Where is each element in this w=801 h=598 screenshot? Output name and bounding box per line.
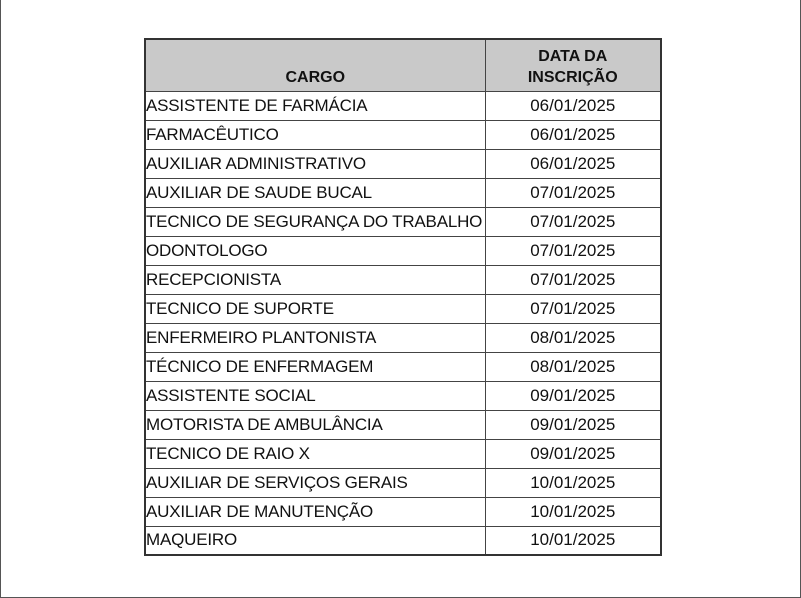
header-data-inscricao xyxy=(485,39,661,91)
table-row xyxy=(145,381,661,410)
table-row xyxy=(145,149,661,178)
cargo-cell: AUXILIAR DE SAUDE BUCAL xyxy=(145,178,485,207)
table-row xyxy=(145,410,661,439)
cargo-cell: ASSISTENTE SOCIAL xyxy=(145,381,485,410)
registration-date-cell: 09/01/2025 xyxy=(485,410,661,439)
header-cargo xyxy=(145,39,485,91)
registration-date-cell: 10/01/2025 xyxy=(485,468,661,497)
registration-date-cell: 07/01/2025 xyxy=(485,236,661,265)
table-row xyxy=(145,323,661,352)
table-row xyxy=(145,294,661,323)
table-row xyxy=(145,207,661,236)
registration-date-cell: 07/01/2025 xyxy=(485,178,661,207)
cargo-cell: TECNICO DE SUPORTE xyxy=(145,294,485,323)
table-row xyxy=(145,439,661,468)
registration-date-cell: 07/01/2025 xyxy=(485,294,661,323)
registration-date-cell: 10/01/2025 xyxy=(485,497,661,526)
registration-date-cell: 08/01/2025 xyxy=(485,352,661,381)
cargo-cell: MOTORISTA DE AMBULÂNCIA xyxy=(145,410,485,439)
cargo-cell: RECEPCIONISTA xyxy=(145,265,485,294)
table-row xyxy=(145,178,661,207)
cargo-cell: ASSISTENTE DE FARMÁCIA xyxy=(145,91,485,120)
table-row xyxy=(145,236,661,265)
table-row xyxy=(145,468,661,497)
registration-date-cell: 07/01/2025 xyxy=(485,207,661,236)
cargo-cell: TECNICO DE SEGURANÇA DO TRABALHO xyxy=(145,207,485,236)
cargo-cell: TÉCNICO DE ENFERMAGEM xyxy=(145,352,485,381)
registration-date-cell: 10/01/2025 xyxy=(485,526,661,555)
cargo-cell: AUXILIAR DE MANUTENÇÃO xyxy=(145,497,485,526)
table-body xyxy=(145,91,661,555)
table-row xyxy=(145,91,661,120)
cargo-cell: ENFERMEIRO PLANTONISTA xyxy=(145,323,485,352)
cargo-cell: AUXILIAR ADMINISTRATIVO xyxy=(145,149,485,178)
registration-date-cell: 09/01/2025 xyxy=(485,439,661,468)
table-row xyxy=(145,526,661,555)
registration-date-cell: 06/01/2025 xyxy=(485,91,661,120)
registration-date-cell: 07/01/2025 xyxy=(485,265,661,294)
table-row xyxy=(145,497,661,526)
cargo-cell: FARMACÊUTICO xyxy=(145,120,485,149)
registration-date-cell: 09/01/2025 xyxy=(485,381,661,410)
header-data-line2: INSCRIÇÃO xyxy=(527,68,618,86)
table-row xyxy=(145,352,661,381)
header-data-line1: DATA DA xyxy=(538,47,608,65)
registration-date-cell: 06/01/2025 xyxy=(485,120,661,149)
table-header-row xyxy=(145,39,661,91)
header-cargo-label: CARGO xyxy=(285,68,346,86)
table-row xyxy=(145,265,661,294)
registration-date-cell: 08/01/2025 xyxy=(485,323,661,352)
cargo-cell: ODONTOLOGO xyxy=(145,236,485,265)
registration-schedule-table xyxy=(144,38,662,556)
cargo-cell: MAQUEIRO xyxy=(145,526,485,555)
table-row xyxy=(145,120,661,149)
cargo-cell: TECNICO DE RAIO X xyxy=(145,439,485,468)
cargo-cell: AUXILIAR DE SERVIÇOS GERAIS xyxy=(145,468,485,497)
registration-date-cell: 06/01/2025 xyxy=(485,149,661,178)
